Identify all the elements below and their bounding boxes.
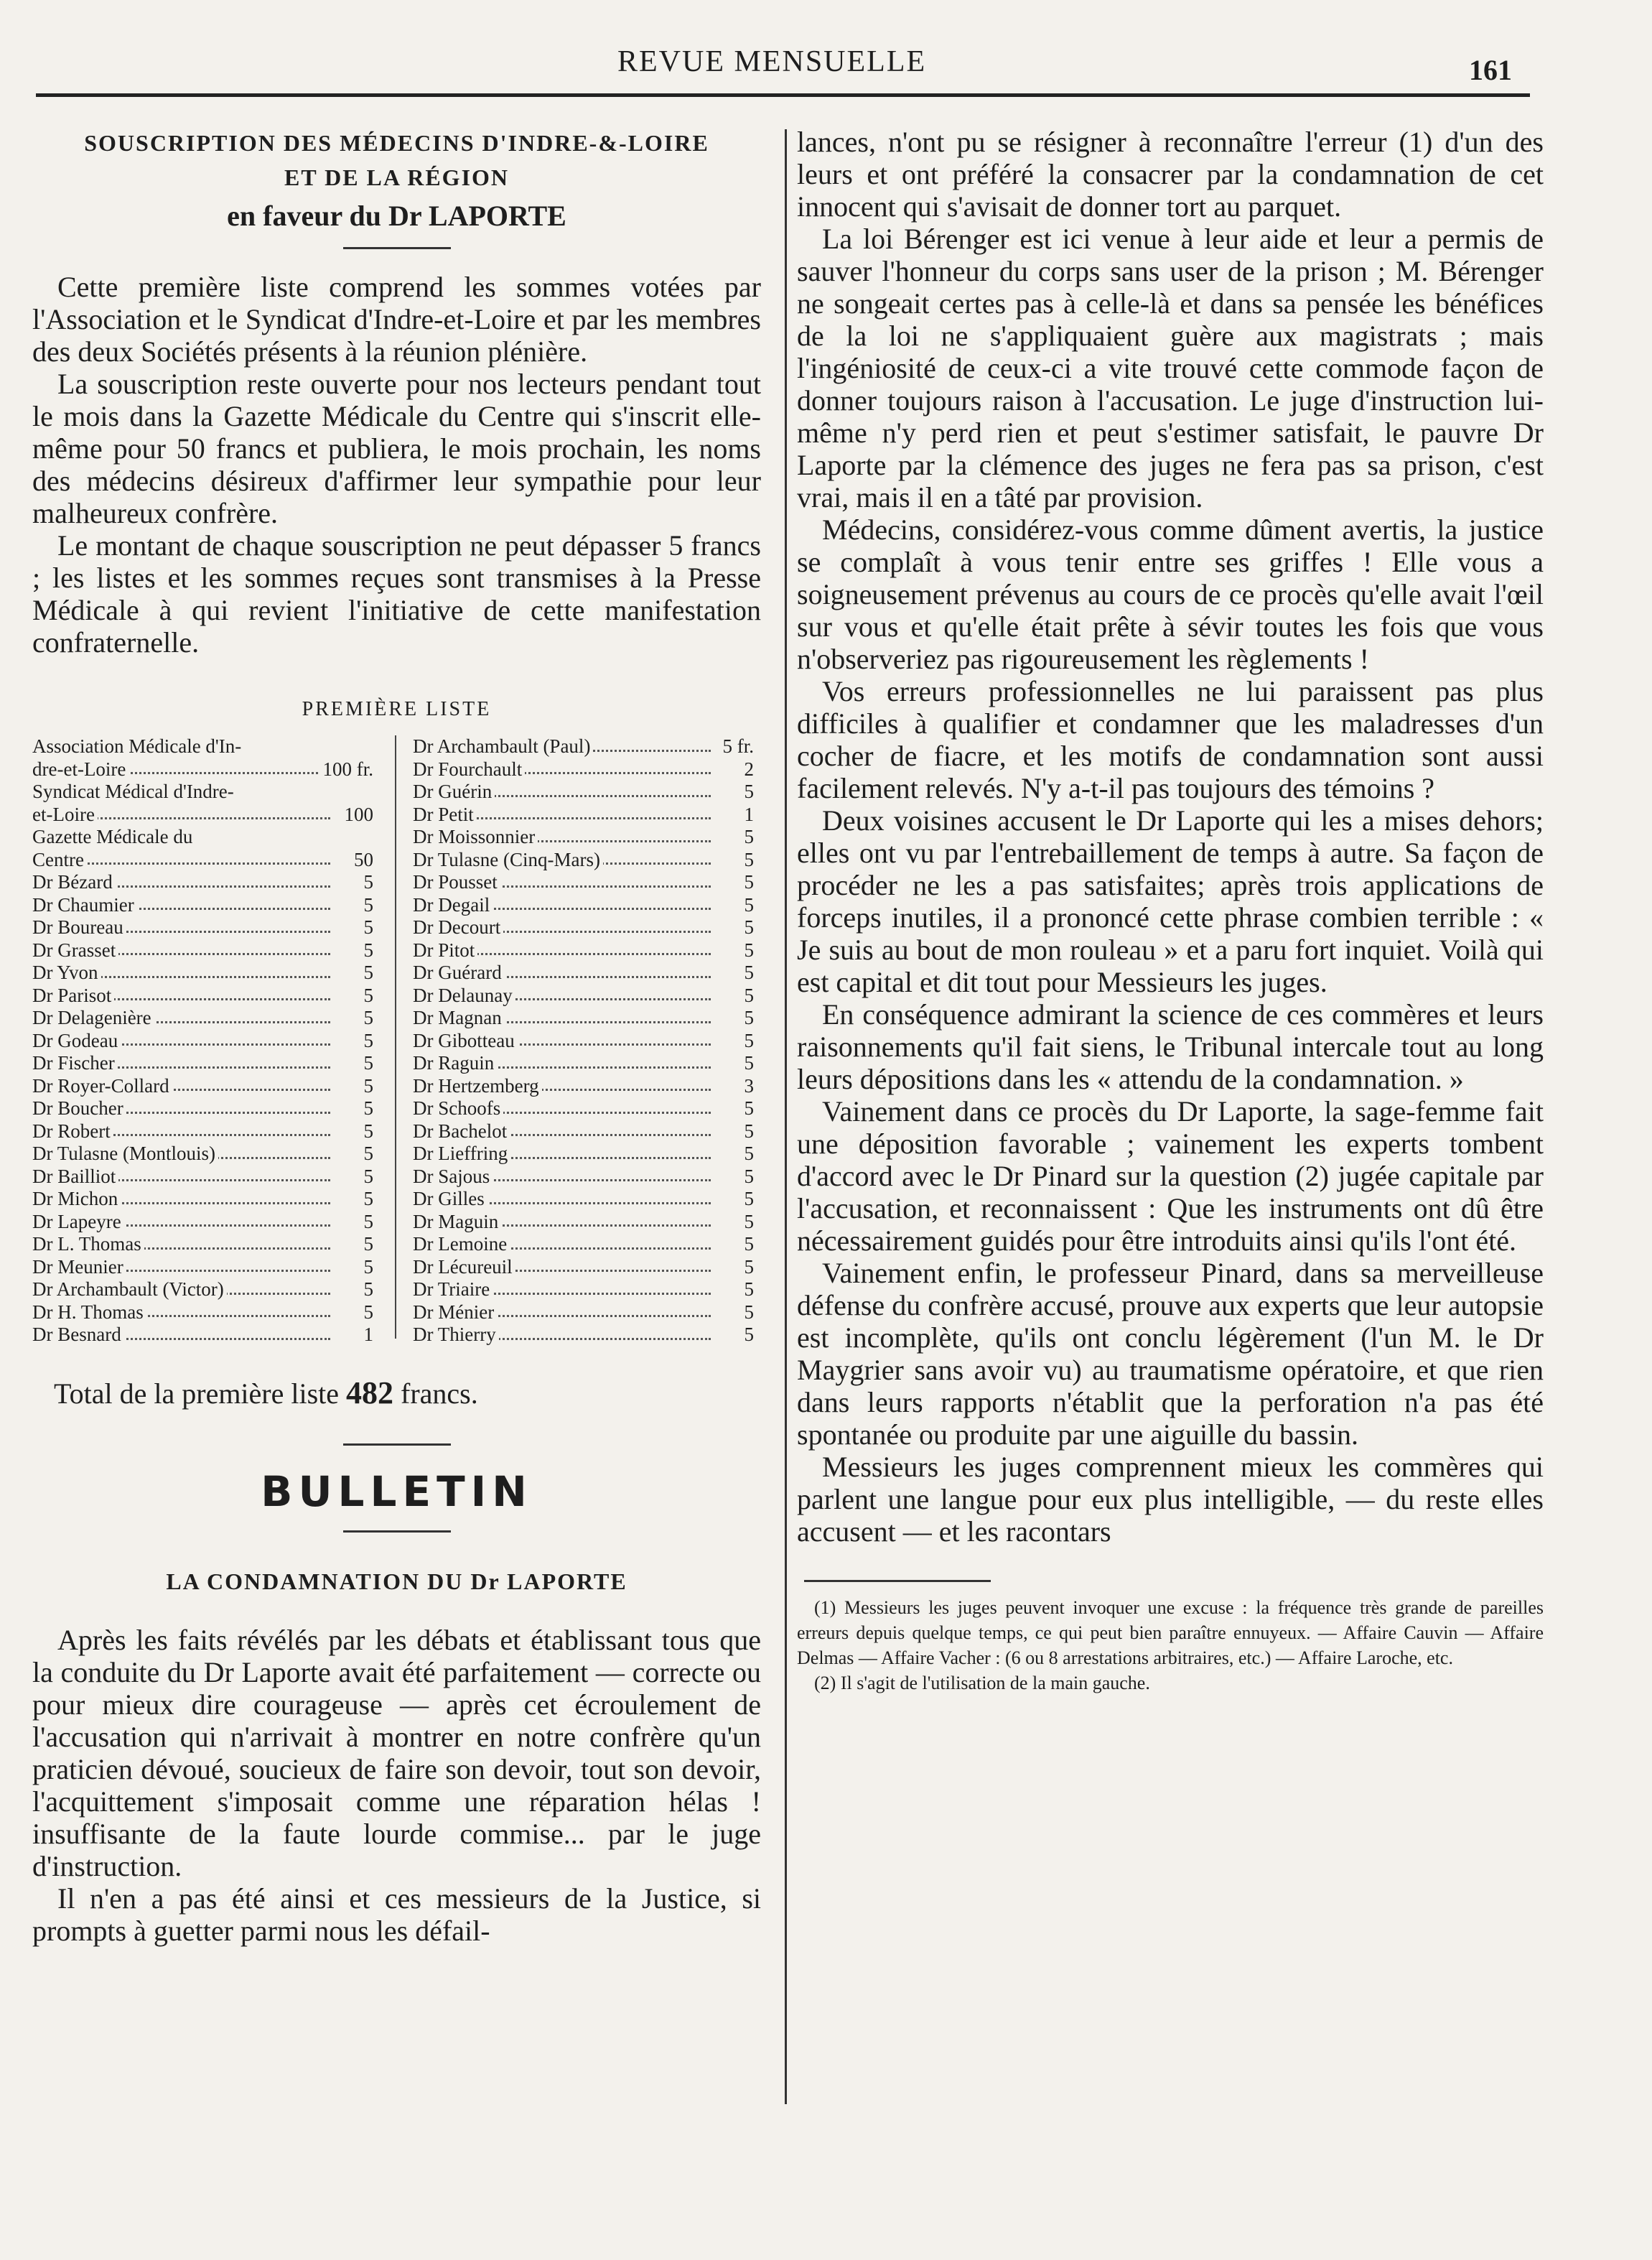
subscriber-row [32,985,373,1008]
subscription-amount: 5 [361,1097,374,1120]
subscription-amount: 2 [742,758,755,781]
total-suffix: francs. [401,1377,478,1410]
running-head [0,45,1652,86]
subscription-amount: 5 [742,1052,755,1075]
subscription-amount: 5 [742,1278,755,1301]
subscriber-name: et-Loire [32,804,98,825]
subscription-amount: 5 [361,1120,374,1143]
subscriber-name: Dr Godeau [32,1030,121,1051]
subscriber-name: Dr Lemoine [413,1233,510,1255]
subscriber-row [413,804,754,827]
subscriber-name: Dr Delagenière [32,1007,154,1028]
subscriber-name: Dr Bézard [32,871,116,893]
heading-rule [343,247,451,249]
subscriber-name: Dr Triaire [413,1278,493,1300]
subscription-amount: 5 [742,1120,755,1143]
subscriber-name: Dr Thierry [413,1324,499,1345]
paragraph: La loi Bérenger est ici venue à leur aide et leur a permis de sauver l'honneur du corps sans user de la prison ; M. Bérenger ne songeait certes pas à celle-là et dans sa pensée les bénéfices de la loi ne s'appliquaient guère aux magistrats ; mais l'ingéniosité de ceux-ci a vite trouvé cette commode façon de donner toujours raison à l'accusation. Le juge d'instruction lui-même n'y perd rien et peut s'estimer satisfait, le pauvre Dr Laporte par la clémence des juges ne fera pas sa prison, c'est vrai, mais il en a tâté par provision. [797,223,1544,513]
subscriber-name: Dr Fischer [32,1052,118,1074]
paragraph: lances, n'ont pu se résigner à reconnaître l'erreur (1) d'un des leurs et ont préféré la consacrer par la condamnation de cet innocent qui s'avisait de donner tort au parquet. [797,126,1544,223]
subscription-amount: 5 [361,1256,374,1279]
paragraph: En conséquence admirant la science de ces commères et leurs raisonnements qu'il fait siens, le Tribunal intercale tout au long leurs dépositions dans les « attendu de la condamnation. » [797,998,1544,1095]
subscription-amount: 5 [742,916,755,939]
subscription-amount: 5 [361,1052,374,1075]
subscriber-row [413,826,754,849]
subscription-amount: 5 [361,1166,374,1189]
subscription-amount: 100 fr. [320,758,374,781]
subscriber-name: Dr Ménier [413,1301,497,1323]
left-column [32,126,761,1947]
subscriber-row [32,1075,373,1098]
subscriber-name: Dr Schoofs [413,1097,503,1119]
subscriber-name: Dr Meunier [32,1256,126,1278]
subscription-amount: 5 [361,894,374,917]
subscriber-row [413,1075,754,1098]
total-line [54,1375,761,1411]
header-rule [36,93,1530,97]
footnote-1: (1) Messieurs les juges peuvent invoquer une excuse : la fréquence très grande de pareilles erreurs depuis quelque temps, ce qui peut bien paraître ennuyeux. — Affaire Cauvin — Affaire Delmas — Affaire Vacher : (6 ou 8 arrestations arbitraires, etc.) — Affaire Laroche, etc. [797,1597,1544,1668]
subscriber-row [32,781,373,804]
subscription-amount: 5 [742,894,755,917]
subscriber-row [413,849,754,872]
subscriber-name: Dr Sajous [413,1166,493,1187]
subscription-amount: 5 [742,1188,755,1211]
subscriber-name: Dr Delaunay [413,985,515,1006]
page-number: 161 [1469,54,1512,86]
subscriber-row [32,1256,373,1279]
subscriber-name: Dr Gilles [413,1188,487,1209]
subscriber-row [32,1324,373,1347]
paragraph: Deux voisines accusent le Dr Laporte qui les a mises dehors; elles ont vu par l'entrebaillement de temps à autre. Sa façon de procéder ne les a pas satisfaites; après trois applications de forceps inutiles, il a prononcé cette phrase combien terrible : « Je suis au bout de mon rouleau » et a paru fort inquiet. Voilà qui est capital et dit tout pour Messieurs les juges. [797,804,1544,998]
subscriber-row [32,871,373,894]
subscriber-name: Dr Petit [413,804,477,825]
subscription-amount: 5 [742,1324,755,1347]
subscription-amount: 5 [361,1188,374,1211]
subscription-amount: 5 [742,781,755,804]
article-title: LA CONDAMNATION DU Dr LAPORTE [166,1568,627,1594]
paragraph: Vainement dans ce procès du Dr Laporte, la sage-femme fait une déposition favorable ; vainement les experts tombent d'accord avec le Dr Pinard sur la question (2) jugée capitale par l'accusation, et reconnaissent : Que les instruments ont dû être nécessairement guidés pour être introduits ainsi qu'ils l'ont été. [797,1095,1544,1257]
column-divider [785,129,787,2104]
subscriber-row [413,1166,754,1189]
subscriber-row [413,939,754,962]
footnote-rule [804,1580,991,1582]
subscriber-row [32,1278,373,1301]
subscription-amount: 5 [742,1211,755,1234]
subscriber-row [413,916,754,939]
subscriber-name: Dr Besnard [32,1324,124,1345]
paragraph: Après les faits révélés par les débats et établissant tous que la conduite du Dr Laporte avait été parfaitement — correcte ou pour mieux dire courageuse — après cet écroulement de l'accusation qui n'arrivait à montrer en notre confrère qu'un praticien dévoué, soucieux de faire son devoir, tout son devoir, l'acquittement s'imposait comme une réparation hélas ! insuffisante de la faute lourde commise... par le juge d'instruction. [32,1624,761,1882]
subscriber-name: Dr Michon [32,1188,121,1209]
subscriber-name: Dr Pousset [413,871,500,893]
subscriber-row [32,826,373,849]
subscriber-row [32,1052,373,1075]
subscriber-row [413,1097,754,1120]
subscriber-row [413,1278,754,1301]
subscriber-row [413,781,754,804]
subscriber-row [32,1120,373,1143]
subscriber-row [413,1256,754,1279]
subscription-amount: 5 [742,962,755,985]
paragraph: Le montant de chaque souscription ne peut dépasser 5 francs ; les listes et les sommes reçues sont transmises à la Presse Médicale à qui revient l'initiative de cette manifestation confraternelle. [32,529,761,659]
subscription-amount: 5 [361,1030,374,1053]
subscription-amount: 5 [742,939,755,962]
subscription-amount: 5 [742,1097,755,1120]
subscriber-name: Dr Lapeyre [32,1211,124,1232]
subscriber-row [413,1007,754,1030]
subscription-heading: SOUSCRIPTION DES MÉDECINS D'INDRE-&-LOIRE [84,130,709,156]
subscriber-row [413,1052,754,1075]
subscriber-name: Dr Decourt [413,916,503,938]
subscriber-name: Dr Archambault (Victor) [32,1278,227,1300]
paragraph: Cette première liste comprend les sommes votées par l'Association et le Syndicat d'Indre-et-Loire et par les membres des deux Sociétés présents à la réunion plénière. [32,271,761,368]
journal-title: REVUE MENSUELLE [617,45,927,78]
section-rule [343,1443,451,1446]
subscription-amount: 5 [361,939,374,962]
subscription-amount: 5 fr. [720,735,755,758]
subscription-heading-2: ET DE LA RÉGION [284,164,510,190]
subscriber-row [32,849,373,872]
subscriber-row [413,1211,754,1234]
footnote-2: (2) Il s'agit de l'utilisation de la main gauche. [814,1673,1150,1693]
subscriber-row [32,1233,373,1256]
subscription-amount: 1 [742,804,755,827]
subscriber-row [32,962,373,985]
subscriber-row [32,939,373,962]
subscriber-row [32,1301,373,1324]
subscriber-name: Dr L. Thomas [32,1233,144,1255]
subscriber-row [413,1030,754,1053]
subscriber-name: Dr Moissonnier [413,826,538,847]
subscriber-row [413,962,754,985]
total-value: 482 [346,1375,394,1410]
subscriber-name: Dr Maguin [413,1211,501,1232]
subscriber-name: Dr Robert [32,1120,113,1142]
subscription-amount: 5 [361,916,374,939]
subscriber-row [413,1324,754,1347]
subscription-amount: 5 [742,1256,755,1279]
subscriber-row [413,1143,754,1166]
subscription-amount: 5 [742,1233,755,1256]
subscriber-name: Dr Tulasne (Montlouis) [32,1143,218,1164]
subscriber-row [32,758,373,781]
subscriber-name: Association Médicale d'In- [32,735,244,757]
subscriber-row [413,871,754,894]
paragraph: Il n'en a pas été ainsi et ces messieurs de la Justice, si prompts à guetter parmi nous les défail- [32,1882,761,1947]
subscriber-name: Dr Royer-Collard [32,1075,172,1097]
subscription-amount: 50 [351,849,373,872]
subscription-amount: 5 [361,1211,374,1234]
subscriber-row [413,894,754,917]
subscriber-name: Dr Guérin [413,781,495,802]
subscriber-name: Dr Boucher [32,1097,126,1119]
subscriber-name: Dr Fourchault [413,758,525,780]
list-divider [395,735,396,1339]
subscriber-list-column-2 [413,735,754,1347]
subscription-amount: 5 [361,1233,374,1256]
bulletin-rule [343,1530,451,1533]
subscription-subheading: en faveur du Dr LAPORTE [227,200,566,232]
subscriber-row [413,1301,754,1324]
list-title: PREMIÈRE LISTE [302,698,492,720]
subscription-amount: 5 [742,871,755,894]
subscriber-row [32,804,373,827]
subscription-amount: 1 [361,1324,374,1347]
subscription-amount: 5 [361,1075,374,1098]
bulletin-heading: BULLETIN [261,1467,533,1516]
subscription-amount: 5 [742,1030,755,1053]
subscriber-list-column-1 [32,735,373,1347]
subscription-amount: 5 [742,985,755,1008]
subscriber-row [32,1097,373,1120]
subscriber-name: Dr Grasset [32,939,118,961]
subscriber-row [413,985,754,1008]
subscriber-name: Dr Magnan [413,1007,505,1028]
subscription-amount: 5 [742,1143,755,1166]
subscription-amount: 5 [742,826,755,849]
subscription-amount: 5 [361,1143,374,1166]
subscriber-name: dre-et-Loire [32,758,129,780]
subscription-amount: 5 [361,962,374,985]
subscriber-row [413,1120,754,1143]
subscriber-row [32,916,373,939]
subscriber-row [32,1030,373,1053]
subscriber-name: Dr Archambault (Paul) [413,735,593,757]
subscriber-list [32,735,761,1367]
subscription-amount: 5 [361,1007,374,1030]
subscriber-name: Gazette Médicale du [32,826,195,847]
subscriber-name: Dr Hertzemberg [413,1075,542,1097]
subscriber-name: Dr Lieffring [413,1143,510,1164]
subscriber-name: Dr Gibotteau [413,1030,518,1051]
subscriber-name: Dr Yvon [32,962,101,983]
subscription-amount: 5 [742,849,755,872]
subscriber-row [32,1166,373,1189]
subscriber-name: Dr Chaumier [32,894,137,916]
subscription-amount: 5 [742,1166,755,1189]
subscriber-name: Syndicat Médical d'Indre- [32,781,237,802]
subscriber-name: Dr Boureau [32,916,126,938]
subscription-amount: 100 [342,804,374,827]
subscriber-row [413,1188,754,1211]
subscriber-row [32,1143,373,1166]
paragraph: Messieurs les juges comprennent mieux les commères qui parlent une langue pour eux plus intelligible, — du reste elles accusent — et les racontars [797,1451,1544,1548]
paragraph: Médecins, considérez-vous comme dûment avertis, la justice se complaît à vous tenir entre ses griffes ! Elle vous a soigneusement prévenus au cours de ce procès qu'elle avait l'œil sur vous et qu'elle était prête à sévir toutes les fois que vous n'observeriez pas rigoureusement les règlements ! [797,513,1544,675]
subscriber-name: Dr Lécureuil [413,1256,515,1278]
paragraph: La souscription reste ouverte pour nos lecteurs pendant tout le mois dans la Gazette Médicale du Centre qui s'inscrit elle-même pour 50 francs et publiera, le mois prochain, les noms des médecins désireux d'affirmer leur sympathie pour leur malheureux confrère. [32,368,761,529]
subscription-amount: 5 [742,1301,755,1324]
subscription-amount: 5 [361,871,374,894]
subscriber-name: Dr Tulasne (Cinq-Mars) [413,849,603,870]
total-prefix: Total de la première liste [54,1377,340,1410]
subscriber-row [413,735,754,758]
subscriber-row [32,1188,373,1211]
subscriber-row [32,1007,373,1030]
subscriber-name: Dr Raguin [413,1052,497,1074]
paragraph: Vainement enfin, le professeur Pinard, dans sa merveilleuse défense du confrère accusé, prouve aux experts que leur autopsie est incomplète, qu'ils ont conclu légèrement (l'un M. le Dr Maygrier sans avoir vu) au traumatisme opératoire, et que rien dans leurs rapports n'établit que la perforation n'a pas été spontanée ou produite par une aiguille du bassin. [797,1257,1544,1451]
subscriber-name: Dr Bachelot [413,1120,510,1142]
subscriber-name: Dr Parisot [32,985,114,1006]
subscriber-row [32,1211,373,1234]
subscription-amount: 3 [742,1075,755,1098]
subscriber-name: Dr Pitot [413,939,477,961]
subscriber-row [32,894,373,917]
subscriber-row [32,735,373,758]
subscription-amount: 5 [742,1007,755,1030]
subscriber-row [413,1233,754,1256]
subscriber-name: Dr Bailliot [32,1166,118,1187]
subscriber-name: Dr Degail [413,894,493,916]
subscription-amount: 5 [361,1278,374,1301]
right-column [797,126,1544,1696]
subscriber-row [413,758,754,781]
subscriber-name: Centre [32,849,87,870]
subscriber-name: Dr H. Thomas [32,1301,146,1323]
subscription-amount: 5 [361,1301,374,1324]
subscriber-name: Dr Guérard [413,962,505,983]
subscription-amount: 5 [361,985,374,1008]
paragraph: Vos erreurs professionnelles ne lui paraissent pas plus difficiles à qualifier et condamner que les maladresses d'un cocher de fiacre, et les motifs de condamnation sont aussi facilement relevés. N'y a-t-il pas toujours des témoins ? [797,675,1544,804]
